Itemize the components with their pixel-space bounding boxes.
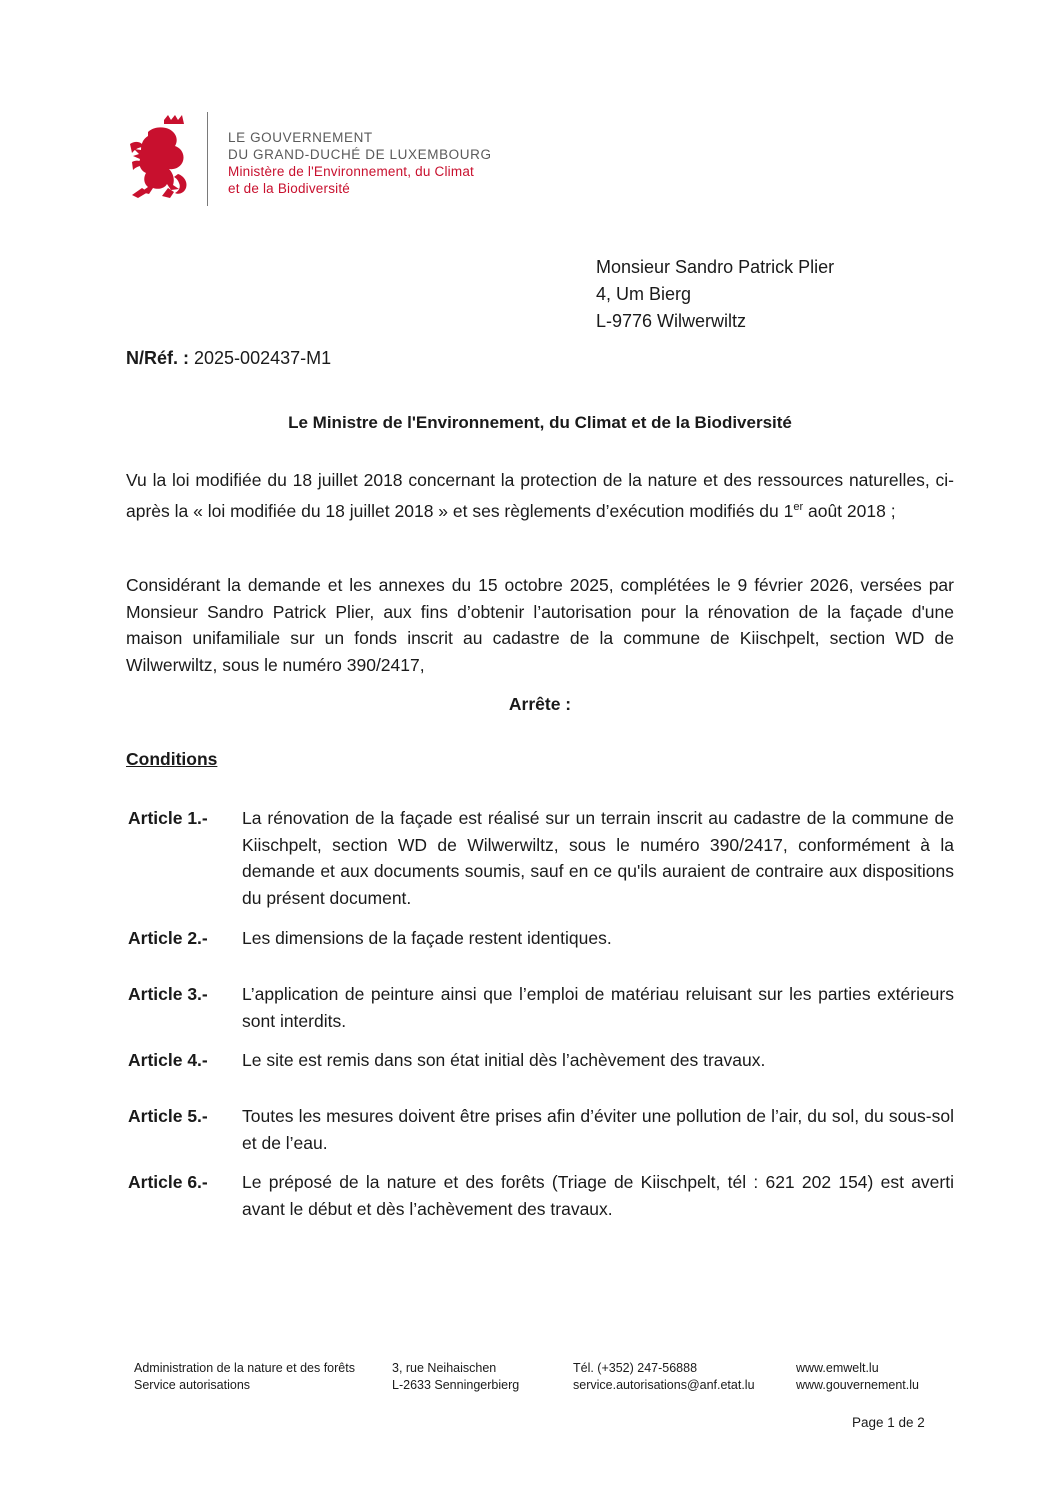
article-label: Article 3.- [128, 984, 208, 1004]
footer-text: 3, rue Neihaischen [392, 1361, 497, 1375]
footer-text: Administration de la nature et des forêts [134, 1361, 355, 1375]
paragraph-1-superscript: er [793, 500, 804, 513]
footer-website-link[interactable]: www.emwelt.lu [796, 1361, 879, 1375]
arrete-heading: Arrête : [508, 694, 572, 714]
paragraph-vu-la-loi [126, 467, 954, 524]
article-label: Article 1.- [128, 808, 208, 828]
article-text: La rénovation de la façade est réalisé sur un terrain inscrit au cadastre de la commune de Kiischpelt, section WD de Wilwerwiltz, sous le numéro 390/2417, conformément à la demande et aux documents soumis, sauf en ce qu'ils auraient de contraire aux dispositions du présent document. [242, 808, 954, 908]
reference-label: N/Réf. : [126, 348, 189, 368]
footer-websites [796, 1360, 919, 1394]
article-label: Article 2.- [128, 928, 208, 948]
footer-website-link[interactable]: www.gouvernement.lu [796, 1378, 919, 1392]
reference-line [126, 348, 331, 369]
conditions-heading: Conditions [126, 749, 218, 769]
footer-administration [134, 1360, 355, 1394]
recipient-street: 4, Um Bierg [596, 284, 692, 304]
footer-address [392, 1360, 519, 1394]
header-line-4: et de la Biodiversité [228, 181, 351, 196]
red-lion-icon [128, 114, 194, 200]
footer-phone: Tél. (+352) 247-56888 [573, 1361, 698, 1375]
document-title: Le Ministre de l'Environnement, du Climat et de la Biodiversité [288, 413, 792, 432]
recipient-name: Monsieur Sandro Patrick Plier [596, 257, 835, 277]
footer-text: L-2633 Senningerbierg [392, 1378, 520, 1392]
article-text: L’application de peinture ainsi que l’emploi de matériau reluisant sur les parties extérieurs sont interdits. [242, 984, 954, 1031]
article-text: Le préposé de la nature et des forêts (Triage de Kiischpelt, tél : 621 202 154) est averti avant le début et dès l’achèvement des travaux. [242, 1172, 954, 1219]
logo-divider [207, 112, 208, 206]
footer-text: Service autorisations [134, 1378, 251, 1392]
recipient-city: L-9776 Wilwerwiltz [596, 311, 747, 331]
recipient-address [596, 254, 834, 335]
ministry-header [228, 129, 492, 197]
reference-value: 2025-002437-M1 [194, 348, 332, 368]
page-number: Page 1 de 2 [852, 1415, 925, 1430]
paragraph-1-text-end: août 2018 ; [803, 500, 896, 521]
article-text: Le site est remis dans son état initial dès l’achèvement des travaux. [242, 1050, 766, 1070]
article-label: Article 4.- [128, 1050, 208, 1070]
article-label: Article 6.- [128, 1172, 208, 1192]
paragraph-considerant: Considérant la demande et les annexes du 15 octobre 2025, complétées le 9 février 2026, versées par Monsieur Sandro Patrick Plier, aux fins d’obtenir l’autorisation pour la rénovation de la façade d'une maison unifamiliale sur un fonds inscrit au cadastre de la commune de Kiischpelt, section WD de Wilwerwiltz, sous le numéro 390/2417, [126, 575, 954, 675]
article-text: Les dimensions de la façade restent identiques. [242, 928, 612, 948]
footer-email-link[interactable]: service.autorisations@anf.etat.lu [573, 1378, 755, 1392]
article-label: Article 5.- [128, 1106, 208, 1126]
header-line-2: DU GRAND-DUCHÉ DE LUXEMBOURG [228, 147, 492, 162]
footer-contact [573, 1360, 755, 1394]
header-line-3: Ministère de l'Environnement, du Climat [228, 164, 474, 179]
article-text: Toutes les mesures doivent être prises afin d’éviter une pollution de l’air, du sol, du sous-sol et de l’eau. [242, 1106, 954, 1153]
paragraph-1-text: Vu la loi modifiée du 18 juillet 2018 concernant la protection de la nature et des ressources naturelles, ci-après la « loi modifiée du 18 juillet 2018 » et ses règlements d’exécution modifiés du 1 [126, 470, 954, 521]
header-line-1: LE GOUVERNEMENT [228, 130, 373, 145]
